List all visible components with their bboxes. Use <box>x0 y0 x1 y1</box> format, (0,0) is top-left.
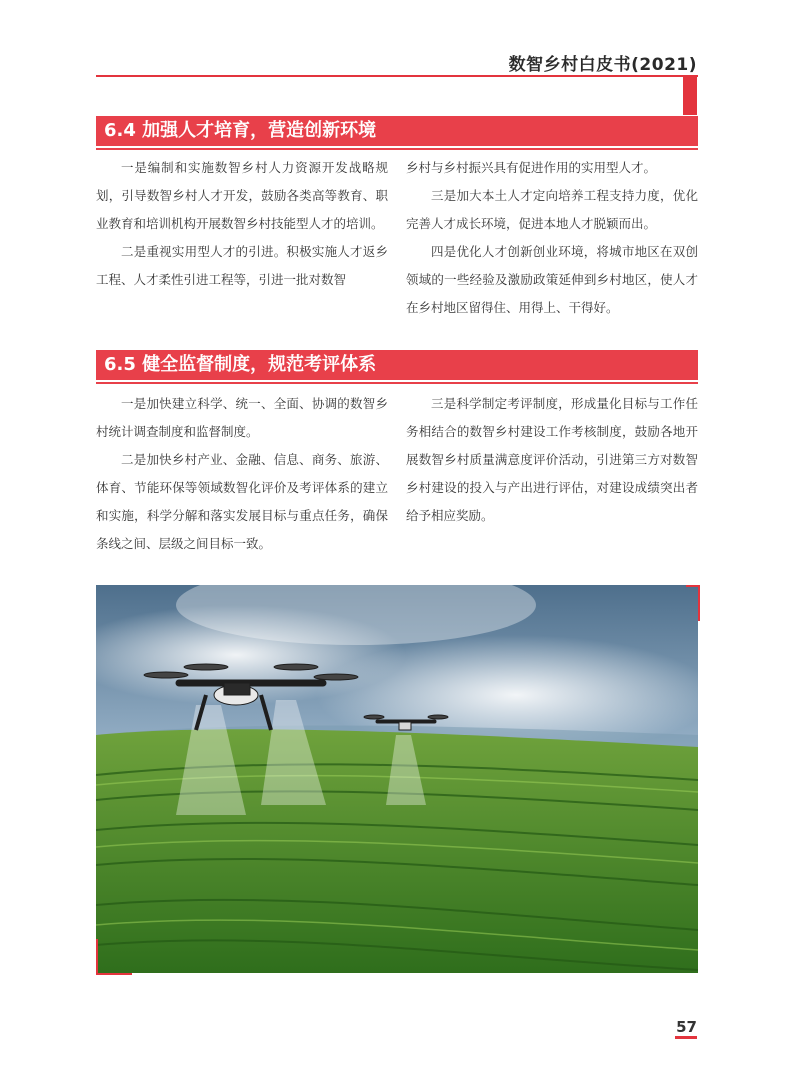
section-6-4-right-column <box>406 154 698 322</box>
section-6-5-left-column <box>96 390 388 558</box>
paragraph: 三是科学制定考评制度，形成量化目标与工作任务相结合的数智乡村建设工作考核制度，鼓励各地开展数智乡村质量满意度评价活动，引进第三方对数智乡村建设的投入与产出进行评估，对建设成绩突出者给予相应奖励。 <box>406 396 698 523</box>
header-rule <box>96 75 698 77</box>
photo-corner-top-right <box>686 585 700 621</box>
paragraph: 乡村与乡村振兴具有促进作用的实用型人才。 <box>406 160 657 175</box>
photo-corner-bottom-left <box>96 939 132 975</box>
section-heading-6-5: 6.5 健全监督制度，规范考评体系 <box>96 350 698 380</box>
paragraph: 四是优化人才创新创业环境，将城市地区在双创领域的一些经验及激励政策延伸到乡村地区，使人才在乡村地区留得住、用得上、干得好。 <box>406 244 698 315</box>
section-6-5-right-column <box>406 390 698 530</box>
header-title: 数智乡村白皮书(2021) <box>508 55 697 75</box>
section-heading-6-4: 6.4 加强人才培育，营造创新环境 <box>96 116 698 146</box>
paragraph: 二是重视实用型人才的引进。积极实施人才返乡工程、人才柔性引进工程等，引进一批对数智 <box>96 244 388 287</box>
agricultural-drones-icon <box>96 585 698 973</box>
header-accent <box>683 75 697 115</box>
page-number-rule <box>675 1036 697 1039</box>
paragraph: 二是加快乡村产业、金融、信息、商务、旅游、体育、节能环保等领域数智化评价及考评体系的建立和实施，科学分解和落实发展目标与重点任务，确保条线之间、层级之间目标一致。 <box>96 452 388 551</box>
page-number: 57 <box>676 1018 697 1036</box>
paragraph: 一是加快建立科学、统一、全面、协调的数智乡村统计调查制度和监督制度。 <box>96 396 388 439</box>
paragraph: 三是加大本土人才定向培养工程支持力度，优化完善人才成长环境，促进本地人才脱颖而出。 <box>406 188 698 231</box>
section-6-4-left-column <box>96 154 388 294</box>
drone-field-photo <box>96 585 698 973</box>
paragraph: 一是编制和实施数智乡村人力资源开发战略规划，引导数智乡村人才开发，鼓励各类高等教育、职业教育和培训机构开展数智乡村技能型人才的培训。 <box>96 160 388 231</box>
